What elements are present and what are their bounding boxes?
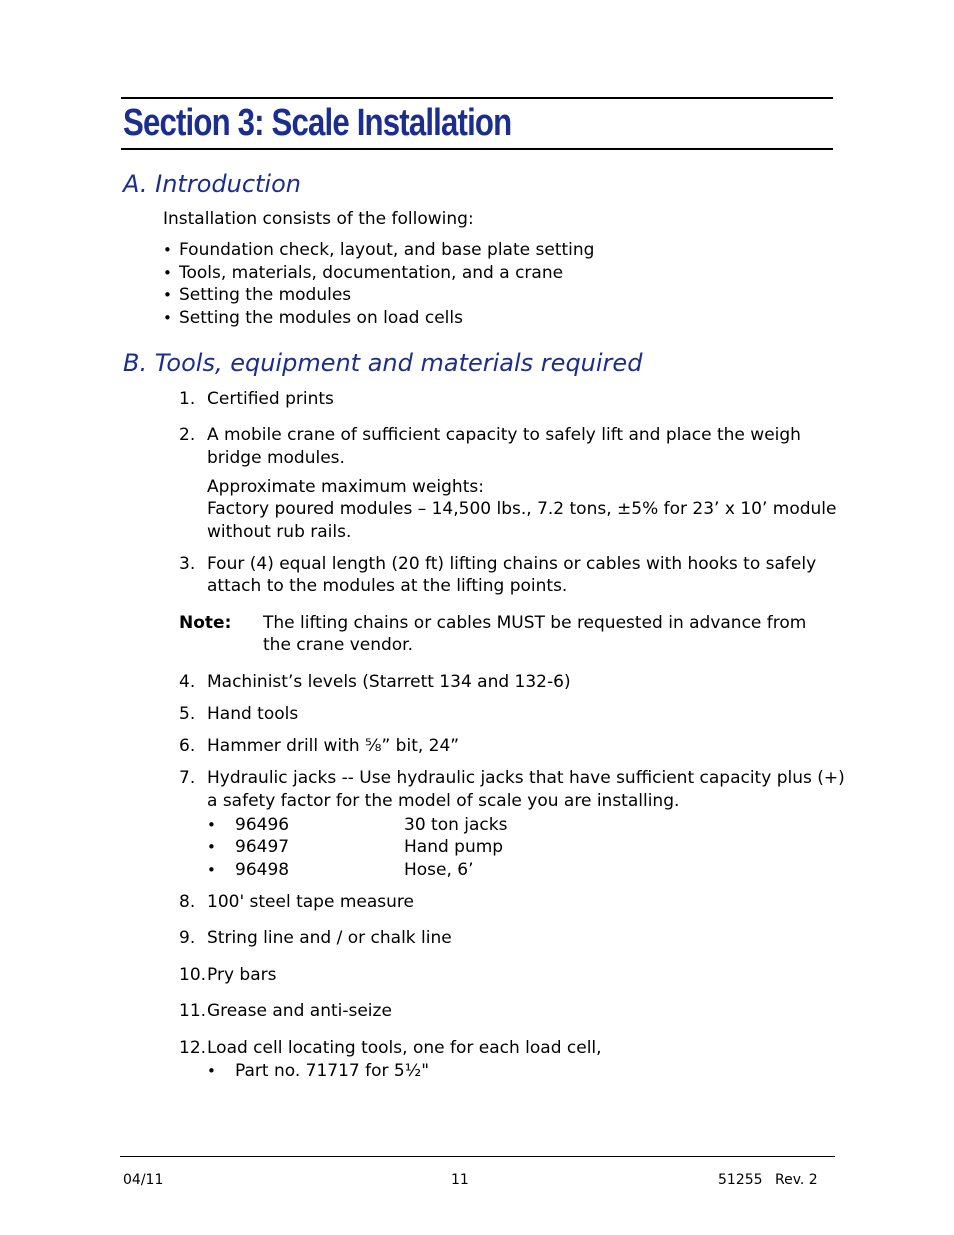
item-number: 3. bbox=[179, 554, 196, 574]
item-number: 7. bbox=[179, 768, 196, 788]
footer-page-number: 11 bbox=[451, 1172, 469, 1188]
intro-bullet-item: Setting the modules bbox=[179, 285, 352, 305]
item-text: Machinist’s levels (Starrett 134 and 132-6) bbox=[207, 672, 571, 692]
item-number: 12. bbox=[179, 1038, 207, 1058]
item-number: 8. bbox=[179, 892, 196, 912]
bullet-icon: • bbox=[163, 309, 172, 327]
section-title: Section 3: Scale Installation bbox=[123, 102, 512, 144]
item-text: String line and / or chalk line bbox=[207, 928, 452, 948]
bullet-icon: • bbox=[163, 241, 172, 259]
item-text: Pry bars bbox=[207, 965, 277, 985]
item-text: Load cell locating tools, one for each load cell, bbox=[207, 1038, 602, 1058]
item-text: A mobile crane of sufficient capacity to safely lift and place the weigh bbox=[207, 425, 801, 445]
item-text: Certified prints bbox=[207, 389, 334, 409]
footer-doc-number: 51255 bbox=[718, 1172, 763, 1188]
item-text: a safety factor for the model of scale you are installing. bbox=[207, 791, 680, 811]
intro-lead: Installation consists of the following: bbox=[163, 209, 474, 229]
item-number: 9. bbox=[179, 928, 196, 948]
bullet-icon: • bbox=[207, 1062, 216, 1080]
part-description: 30 ton jacks bbox=[404, 815, 508, 835]
part-number: 96497 bbox=[235, 837, 290, 857]
part-number: 96496 bbox=[235, 815, 290, 835]
sub-item-text: Part no. 71717 for 5½" bbox=[235, 1061, 430, 1081]
item-number: 6. bbox=[179, 736, 196, 756]
item-text: Four (4) equal length (20 ft) lifting chains or cables with hooks to safely bbox=[207, 554, 817, 574]
item-number: 1. bbox=[179, 389, 196, 409]
bullet-icon: • bbox=[163, 286, 172, 304]
bullet-icon: • bbox=[207, 816, 216, 834]
item-number: 2. bbox=[179, 425, 196, 445]
bullet-icon: • bbox=[207, 838, 216, 856]
intro-bullet-item: Foundation check, layout, and base plate setting bbox=[179, 240, 595, 260]
footer-rule bbox=[120, 1156, 835, 1157]
item-extra-text: Factory poured modules – 14,500 lbs., 7.2 tons, ±5% for 23’ x 10’ module bbox=[207, 499, 837, 519]
intro-bullet-item: Tools, materials, documentation, and a crane bbox=[179, 263, 564, 283]
title-underline bbox=[121, 148, 833, 150]
item-extra-text: Approximate maximum weights: bbox=[207, 477, 484, 497]
item-text: Hammer drill with ⅝” bit, 24” bbox=[207, 736, 460, 756]
note-text: the crane vendor. bbox=[263, 635, 414, 655]
note-label: Note: bbox=[179, 613, 232, 633]
footer-revision: Rev. 2 bbox=[775, 1172, 818, 1188]
item-extra-text: without rub rails. bbox=[207, 522, 352, 542]
item-text: bridge modules. bbox=[207, 448, 345, 468]
item-text: Hand tools bbox=[207, 704, 299, 724]
bullet-icon: • bbox=[163, 264, 172, 282]
part-number: 96498 bbox=[235, 860, 290, 880]
part-description: Hose, 6’ bbox=[404, 860, 474, 880]
intro-heading: A. Introduction bbox=[123, 170, 301, 198]
item-number: 4. bbox=[179, 672, 196, 692]
intro-bullet-item: Setting the modules on load cells bbox=[179, 308, 463, 328]
tools-heading: B. Tools, equipment and materials required bbox=[123, 349, 643, 377]
part-description: Hand pump bbox=[404, 837, 504, 857]
footer-date: 04/11 bbox=[123, 1172, 164, 1188]
item-number: 5. bbox=[179, 704, 196, 724]
item-text: attach to the modules at the lifting points. bbox=[207, 576, 568, 596]
item-number: 11. bbox=[179, 1001, 207, 1021]
item-number: 10. bbox=[179, 965, 207, 985]
item-text: Grease and anti-seize bbox=[207, 1001, 392, 1021]
item-text: 100' steel tape measure bbox=[207, 892, 414, 912]
item-text: Hydraulic jacks -- Use hydraulic jacks that have sufficient capacity plus (+) bbox=[207, 768, 845, 788]
note-text: The lifting chains or cables MUST be requested in advance from bbox=[263, 613, 807, 633]
top-rule bbox=[121, 97, 833, 99]
bullet-icon: • bbox=[207, 861, 216, 879]
